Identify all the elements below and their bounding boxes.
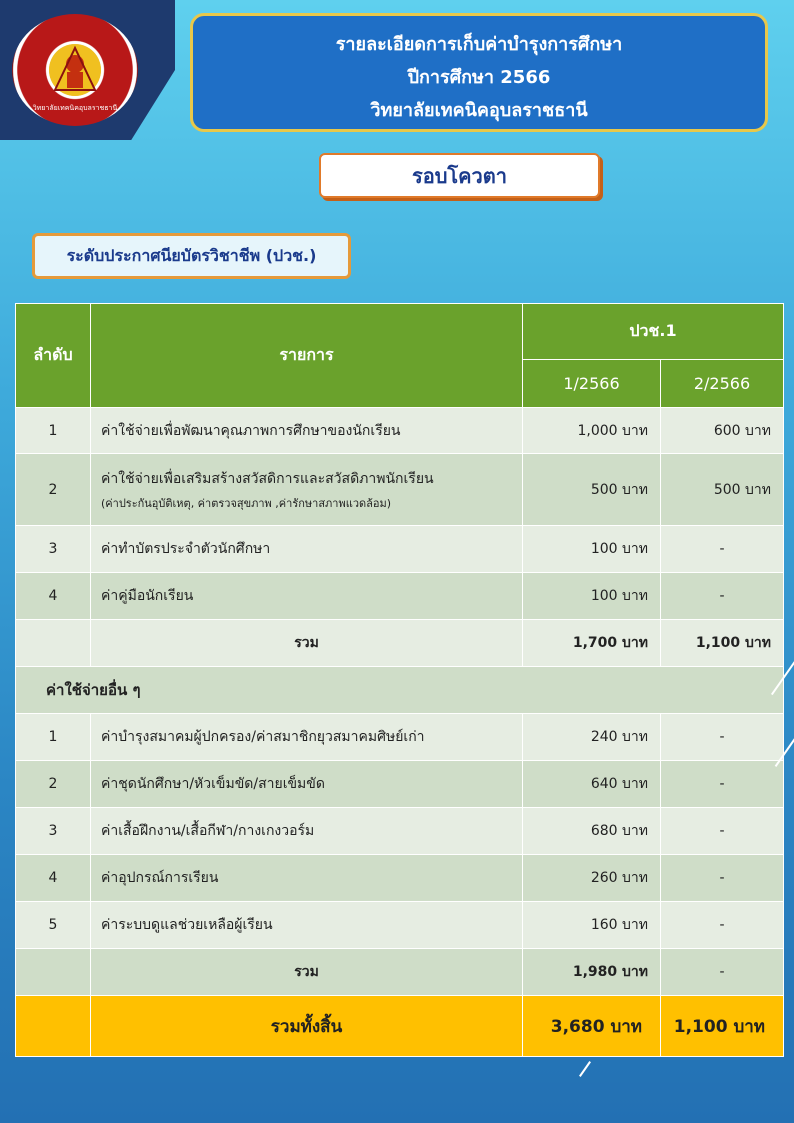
emblem-icon <box>45 40 105 100</box>
row-no: 5 <box>16 902 91 949</box>
row-no: 1 <box>16 714 91 761</box>
row-amount-1: 100 บาท <box>523 526 661 573</box>
grand-total-row <box>16 996 784 1057</box>
table-row <box>16 902 784 949</box>
row-no: 3 <box>16 808 91 855</box>
row-amount-1: 240 บาท <box>523 714 661 761</box>
row-amount-2: - <box>661 855 784 902</box>
row-amount-2: - <box>661 714 784 761</box>
subtotal-amount-1: 1,700 บาท <box>523 620 661 667</box>
subtotal-amount-2: 1,100 บาท <box>661 620 784 667</box>
row-amount-2: - <box>661 526 784 573</box>
header-item: รายการ <box>91 304 523 408</box>
table-row <box>16 526 784 573</box>
subtotal-row <box>16 620 784 667</box>
row-amount-2: 500 บาท <box>661 454 784 526</box>
row-item-cell <box>91 454 523 526</box>
row-amount-1: 160 บาท <box>523 902 661 949</box>
row-item: ค่าบำรุงสมาคมผู้ปกครอง/ค่าสมาชิกยุวสมาคมศิษย์เก่า <box>91 714 523 761</box>
header-term-2: 2/2566 <box>661 360 784 408</box>
empty-cell <box>16 949 91 996</box>
section-label: ค่าใช้จ่ายอื่น ๆ <box>16 667 784 714</box>
table-row <box>16 573 784 620</box>
row-amount-2: - <box>661 808 784 855</box>
subtotal-label: รวม <box>91 949 523 996</box>
row-item: ค่าชุดนักศึกษา/หัวเข็มขัด/สายเข็มขัด <box>91 761 523 808</box>
row-amount-2: - <box>661 902 784 949</box>
logo-text: วิทยาลัยเทคนิคอุบลราชธานี <box>32 104 118 112</box>
row-item: ค่าอุปกรณ์การเรียน <box>91 855 523 902</box>
title-line-1: รายละเอียดการเก็บค่าบำรุงการศึกษา <box>335 34 623 55</box>
row-item: ค่าคู่มือนักเรียน <box>91 573 523 620</box>
row-no: 2 <box>16 454 91 526</box>
empty-cell <box>16 620 91 667</box>
subtotal-amount-1: 1,980 บาท <box>523 949 661 996</box>
header-term-1: 1/2566 <box>523 360 661 408</box>
grand-total-amount-1: 3,680 บาท <box>523 996 661 1057</box>
grand-total-label: รวมทั้งสิ้น <box>91 996 523 1057</box>
row-no: 3 <box>16 526 91 573</box>
row-amount-2: - <box>661 573 784 620</box>
table-row <box>16 714 784 761</box>
row-item: ค่าเสื้อฝึกงาน/เสื้อกีฬา/กางเกงวอร์ม <box>91 808 523 855</box>
header-group: ปวช.1 <box>523 304 784 360</box>
round-label: รอบโควตา <box>319 153 600 198</box>
subtotal-row <box>16 949 784 996</box>
level-label: ระดับประกาศนียบัตรวิชาชีพ (ปวช.) <box>32 233 351 279</box>
row-amount-1: 500 บาท <box>523 454 661 526</box>
row-amount-1: 100 บาท <box>523 573 661 620</box>
row-no: 1 <box>16 408 91 454</box>
table-row <box>16 408 784 454</box>
row-amount-2: - <box>661 761 784 808</box>
row-no: 4 <box>16 573 91 620</box>
row-item: ค่าใช้จ่ายเพื่อพัฒนาคุณภาพการศึกษาของนักเรียน <box>91 408 523 454</box>
row-item: ค่าทำบัตรประจำตัวนักศึกษา <box>91 526 523 573</box>
title-line-2: ปีการศึกษา 2566 <box>407 67 551 88</box>
row-note: (ค่าประกันอุบัติเหตุ, ค่าตรวจสุขภาพ ,ค่ารักษาสภาพแวดล้อม) <box>101 496 392 510</box>
college-logo <box>12 14 138 126</box>
header-no: ลำดับ <box>16 304 91 408</box>
table-row <box>16 454 784 526</box>
row-amount-2: 600 บาท <box>661 408 784 454</box>
row-amount-1: 1,000 บาท <box>523 408 661 454</box>
row-no: 4 <box>16 855 91 902</box>
row-amount-1: 640 บาท <box>523 761 661 808</box>
row-amount-1: 260 บาท <box>523 855 661 902</box>
subtotal-label: รวม <box>91 620 523 667</box>
row-item: ค่าใช้จ่ายเพื่อเสริมสร้างสวัสดิการและสวัสดิภาพนักเรียน <box>101 470 434 487</box>
subtotal-amount-2: - <box>661 949 784 996</box>
row-item: ค่าระบบดูแลช่วยเหลือผู้เรียน <box>91 902 523 949</box>
section-row <box>16 667 784 714</box>
decorative-line <box>579 1061 591 1077</box>
row-no: 2 <box>16 761 91 808</box>
table-row <box>16 855 784 902</box>
table-row <box>16 808 784 855</box>
title-banner <box>190 13 768 132</box>
title-line-3: วิทยาลัยเทคนิคอุบลราชธานี <box>370 100 588 121</box>
empty-cell <box>16 996 91 1057</box>
grand-total-amount-2: 1,100 บาท <box>661 996 784 1057</box>
row-amount-1: 680 บาท <box>523 808 661 855</box>
table-row <box>16 761 784 808</box>
fee-table <box>15 303 784 1057</box>
